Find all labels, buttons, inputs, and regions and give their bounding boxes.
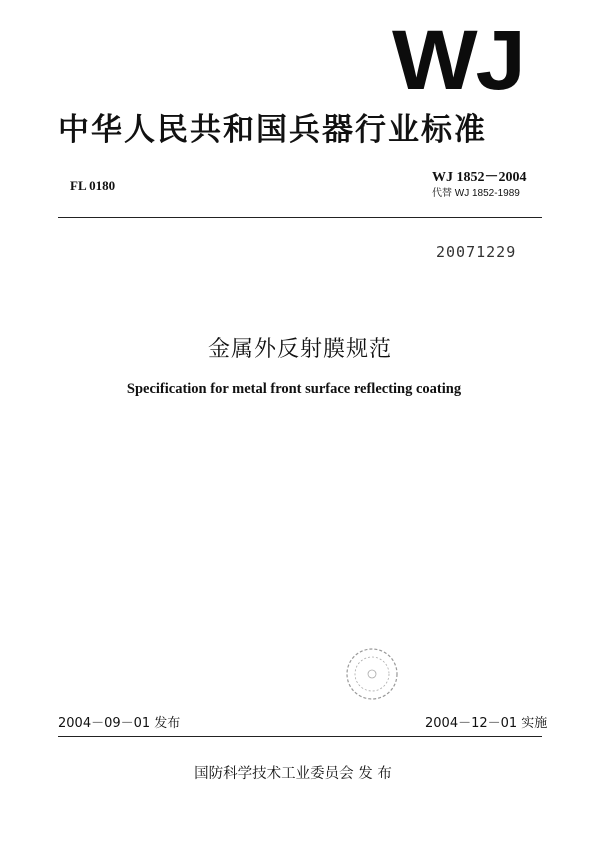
wj-logo: WJ	[392, 13, 524, 107]
seal-stamp-icon	[344, 646, 400, 702]
header-divider	[58, 217, 542, 218]
document-title-cn: 金属外反射膜规范	[207, 337, 392, 362]
issue-date: 2004－09－01 发布	[58, 716, 181, 731]
standard-number: WJ 1852－2004	[432, 170, 527, 185]
standard-title: 中华人民共和国兵器行业标准	[58, 112, 487, 148]
footer-divider	[58, 736, 542, 737]
issuing-authority: 国防科学技术工业委员会 发 布	[194, 766, 392, 782]
classification-code: FL 0180	[70, 178, 116, 193]
implementation-date: 2004－12－01 实施	[425, 716, 548, 731]
received-stamp: 20071229	[436, 243, 517, 261]
document-title-en: Specification for metal front surface reflecting coating	[126, 381, 462, 397]
supersedes-note: 代替 WJ 1852-1989	[432, 188, 520, 199]
